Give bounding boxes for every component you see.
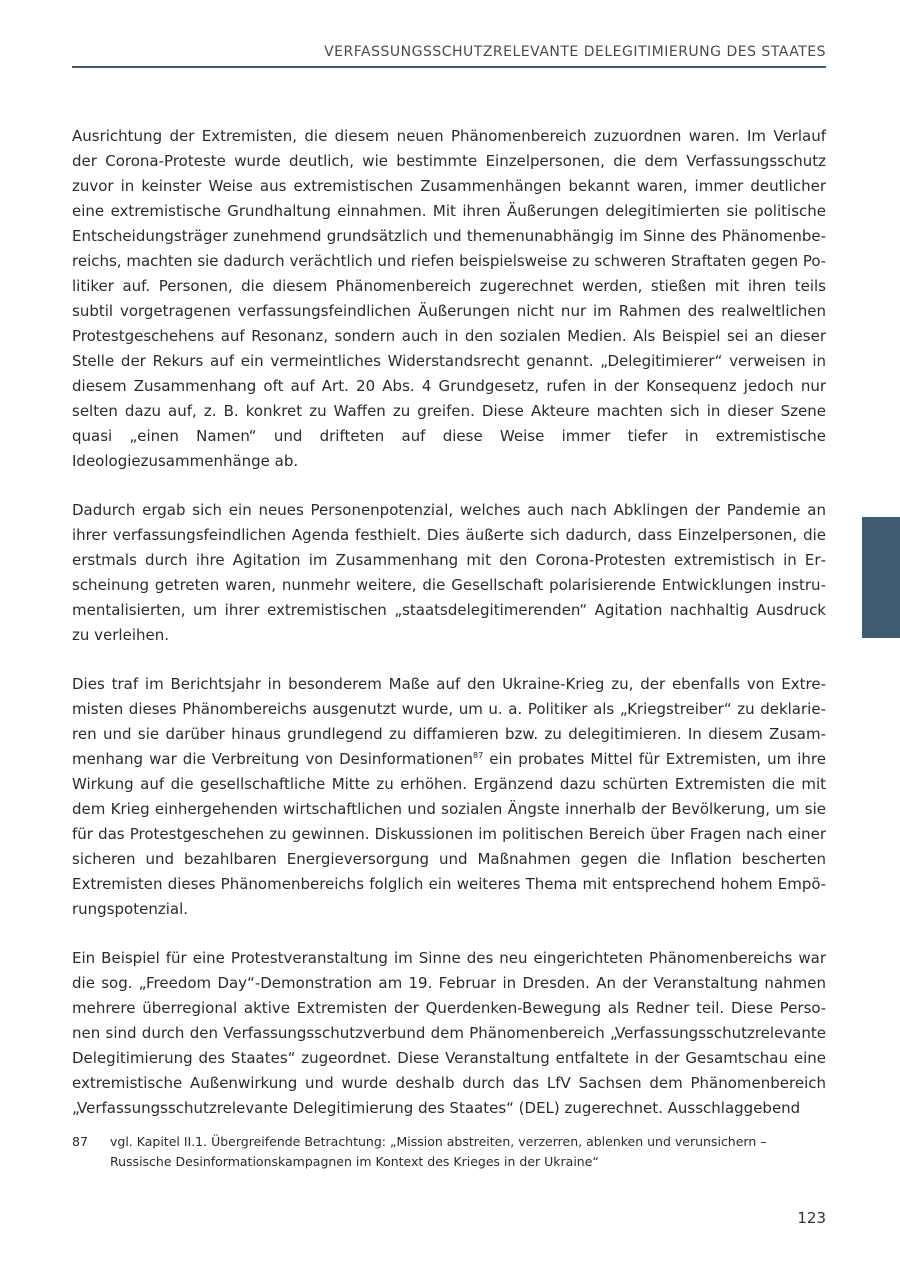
paragraph-2: Dadurch ergab sich ein neues Personenpotenzial, welches auch nach Abklingen der Pandemie an ihrer verfassungsfeindlichen Agenda festhielt. Dies äußerte sich dadurch, dass Einzelpersonen, die erstmals durch ihre Agitation im Zusammenhang mit den Corona-Protesten extremistisch in Erscheinung getreten waren, nunmehr weitere, die Gesellschaft polarisierende Entwicklungen instrumentalisierten, um ihrer extremistischen „staatsdelegitimerenden“ Agitation nachhaltig Ausdruck zu verleihen. — [72, 501, 826, 644]
footnote-text: vgl. Kapitel II.1. Übergreifende Betrachtung: „Mission abstreiten, verzerren, ablenken und verunsichern – Russische Desinformationskampagnen im Kontext des Krieges in der Ukraine“ — [110, 1134, 767, 1169]
footnote-number: 87 — [72, 1134, 88, 1149]
paragraph-1: Ausrichtung der Extremisten, die diesem neuen Phänomenbereich zuzuordnen waren. Im Verlauf der Corona-Proteste wurde deutlich, wie bestimmte Einzelpersonen, die dem Verfassungsschutz zuvor in keinster Weise aus extremistischen Zusammenhängen bekannt waren, immer deutlicher eine extremistische Grundhaltung einnahmen. Mit ihren Äußerungen delegitimierten sie politische Entscheidungsträger zunehmend grundsätzlich und themenunabhängig im Sinne des Phänomenbereichs, machten sie dadurch verächtlich und riefen beispielsweise zu schweren Straftaten gegen Politiker auf. Personen, die diesem Phänomenbereich zugerechnet werden, stießen mit ihren teils subtil vorgetragenen verfassungsfeindlichen Äußerungen nicht nur im Rahmen des realweltlichen Protestgeschehens auf Resonanz, sondern auch in den sozialen Medien. Als Beispiel sei an dieser Stelle der Rekurs auf ein vermeintliches Widerstandsrecht genannt. „Delegitimierer“ verweisen in diesem Zusammenhang oft auf Art. 20 Abs. 4 Grundgesetz, rufen in der Konsequenz jedoch nur selten dazu auf, z. B. konkret zu Waffen zu greifen. Diese Akteure machten sich in dieser Szene quasi „einen Namen“ und drifteten auf diese Weise immer tiefer in extremistische Ideologiezusammenhänge ab. — [72, 127, 826, 470]
footnote-reference: 87 — [473, 751, 484, 760]
paragraph-3-part-2: ein probates Mittel für Extremisten, um ihre Wirkung auf die gesellschaftliche Mitte zu erhöhen. Ergänzend dazu schürten Extremisten die mit dem Krieg einhergehenden wirtschaftlichen und sozialen Ängste innerhalb der Bevölkerung, um sie für das Protestgeschehen zu gewinnen. Diskussionen im politischen Bereich über Fragen nach einer sicheren und bezahlbaren Energieversorgung und Maßnahmen gegen die Inflation bescherten Extremisten dieses Phänomenbereichs folglich ein weiteres Thema mit entsprechend hohem Empörungspotenzial. — [72, 750, 826, 918]
page-number: 123 — [797, 1209, 826, 1227]
paragraph-4: Ein Beispiel für eine Protestveranstaltung im Sinne des neu eingerichteten Phänomenbereichs war die sog. „Freedom Day“-Demonstration am 19. Februar in Dresden. An der Veranstaltung nahmen mehrere überregional aktive Extremisten der Querdenken-Bewegung als Redner teil. Diese Personen sind durch den Verfassungsschutzverbund dem Phänomenbereich „Verfassungsschutzrelevante Delegitimierung des Staates“ zugeordnet. Diese Veranstaltung entfaltete in der Gesamtschau eine extremistische Außenwirkung und wurde deshalb durch das LfV Sachsen dem Phänomenbereich „Verfassungsschutzrelevante Delegitimierung des Staates“ (DEL) zugerechnet. Ausschlaggebend — [72, 949, 826, 1117]
header-rule — [72, 66, 826, 68]
main-text — [72, 124, 826, 1145]
footnote — [72, 1132, 826, 1172]
chapter-tab-marker — [862, 517, 900, 638]
paragraph-3 — [72, 672, 826, 922]
paragraph-3-part-1: Dies traf im Berichtsjahr in besonderem Maße auf den Ukraine-Krieg zu, der ebenfalls von Extremisten dieses Phänombereichs ausgenutzt wurde, um u. a. Politiker als „Kriegstreiber“ zu deklarieren und sie darüber hinaus grundlegend zu diffamieren bzw. zu delegitimieren. In diesem Zusammenhang war die Verbreitung von Desinformationen — [72, 675, 826, 768]
running-header: VERFASSUNGSSCHUTZRELEVANTE DELEGITIMIERUNG DES STAATES — [324, 44, 826, 60]
